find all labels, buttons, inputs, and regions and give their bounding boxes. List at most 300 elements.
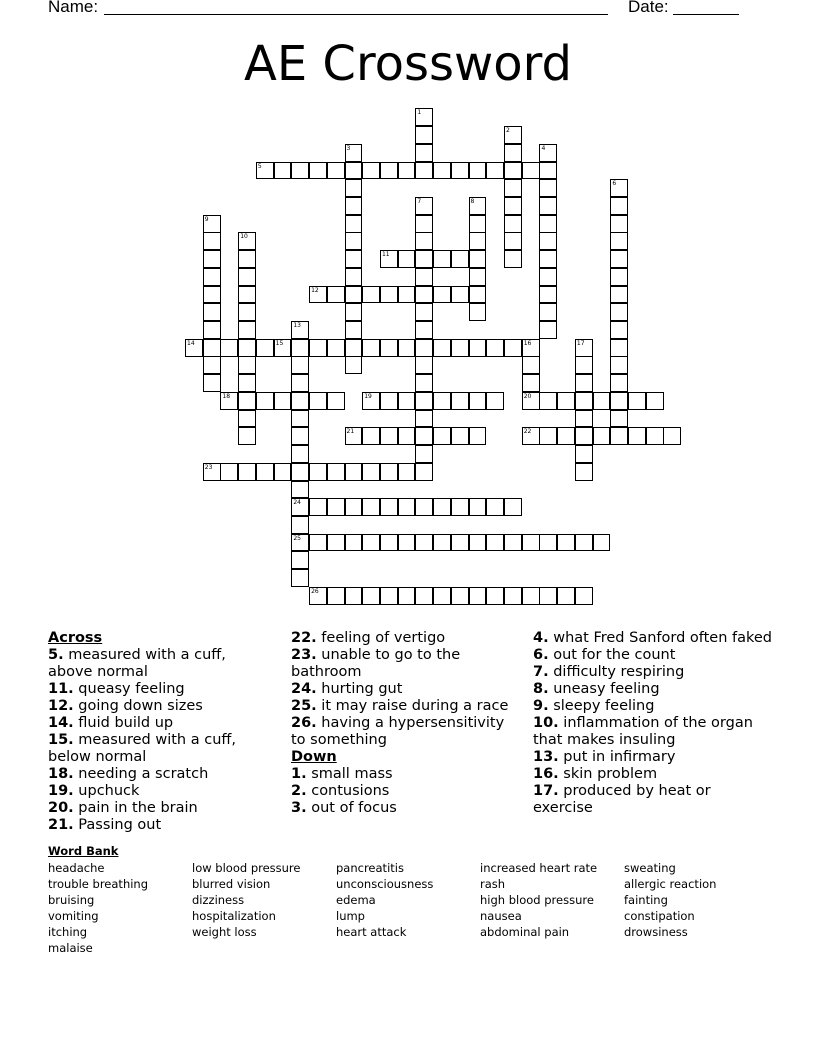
grid-cell[interactable] bbox=[539, 144, 557, 162]
grid-cell[interactable] bbox=[575, 587, 593, 605]
grid-cell[interactable] bbox=[345, 162, 363, 180]
grid-cell[interactable] bbox=[522, 374, 540, 392]
grid-cell[interactable] bbox=[593, 534, 611, 552]
grid-cell[interactable] bbox=[415, 427, 433, 445]
grid-cell[interactable] bbox=[291, 410, 309, 428]
clue-number: 11. bbox=[48, 680, 74, 697]
grid-cell[interactable] bbox=[451, 339, 469, 357]
clue-item bbox=[48, 681, 268, 698]
grid-cell[interactable] bbox=[327, 498, 345, 516]
grid-cell[interactable] bbox=[238, 321, 256, 339]
cell-number: 22 bbox=[523, 428, 532, 436]
word-bank-item: dizziness bbox=[192, 893, 245, 907]
grid-cell[interactable] bbox=[522, 162, 540, 180]
grid-cell[interactable] bbox=[451, 392, 469, 410]
grid-cell[interactable] bbox=[203, 286, 221, 304]
grid-cell[interactable] bbox=[256, 339, 274, 357]
cell-number: 7 bbox=[417, 198, 422, 205]
grid-cell[interactable] bbox=[203, 303, 221, 321]
grid-cell[interactable] bbox=[469, 286, 487, 304]
grid-cell[interactable] bbox=[469, 303, 487, 321]
grid-cell[interactable] bbox=[203, 374, 221, 392]
grid-cell[interactable] bbox=[203, 339, 221, 357]
grid-cell[interactable] bbox=[415, 587, 433, 605]
clue-item bbox=[48, 715, 268, 732]
grid-cell[interactable] bbox=[345, 179, 363, 197]
grid-cell[interactable] bbox=[539, 427, 557, 445]
clue-text: fluid build up bbox=[73, 714, 174, 731]
clue-number: 13. bbox=[533, 749, 559, 766]
grid-cell[interactable] bbox=[451, 427, 469, 445]
cell-number: 20 bbox=[523, 392, 532, 400]
grid-cell[interactable] bbox=[557, 392, 575, 410]
grid-cell[interactable] bbox=[238, 250, 256, 268]
grid-cell[interactable] bbox=[398, 286, 416, 304]
grid-cell[interactable] bbox=[398, 250, 416, 268]
clue-text: contusions bbox=[306, 782, 390, 799]
clue-number: 9. bbox=[533, 698, 549, 715]
grid-cell[interactable] bbox=[415, 162, 433, 180]
grid-cell[interactable] bbox=[522, 427, 540, 445]
grid-cell[interactable] bbox=[575, 427, 593, 445]
grid-cell[interactable] bbox=[380, 498, 398, 516]
grid-cell[interactable] bbox=[433, 498, 451, 516]
grid-cell[interactable] bbox=[469, 534, 487, 552]
across-clue-list-cont bbox=[291, 630, 516, 748]
grid-cell[interactable] bbox=[610, 303, 628, 321]
grid-cell[interactable] bbox=[486, 392, 504, 410]
grid-cell[interactable] bbox=[380, 162, 398, 180]
grid-cell[interactable] bbox=[327, 339, 345, 357]
grid-cell[interactable] bbox=[345, 250, 363, 268]
grid-cell[interactable] bbox=[610, 410, 628, 428]
grid-cell[interactable] bbox=[291, 534, 309, 552]
grid-cell[interactable] bbox=[291, 551, 309, 569]
grid-cell[interactable] bbox=[380, 463, 398, 481]
grid-cell[interactable] bbox=[415, 303, 433, 321]
grid-cell[interactable] bbox=[203, 250, 221, 268]
grid-cell[interactable] bbox=[486, 587, 504, 605]
clue-item bbox=[291, 630, 516, 647]
clue-text: Passing out bbox=[73, 816, 162, 833]
grid-cell[interactable] bbox=[504, 498, 522, 516]
grid-cell[interactable] bbox=[291, 516, 309, 534]
grid-cell[interactable] bbox=[539, 162, 557, 180]
grid-cell[interactable] bbox=[345, 321, 363, 339]
grid-cell[interactable] bbox=[309, 339, 327, 357]
grid-cell[interactable] bbox=[185, 339, 203, 357]
clue-number: 23. bbox=[291, 647, 317, 664]
grid-cell[interactable] bbox=[274, 392, 292, 410]
grid-cell[interactable] bbox=[309, 286, 327, 304]
word-bank-item: weight loss bbox=[192, 925, 257, 939]
grid-cell[interactable] bbox=[274, 162, 292, 180]
grid-cell[interactable] bbox=[469, 250, 487, 268]
word-bank-item: allergic reaction bbox=[624, 877, 717, 891]
grid-cell[interactable] bbox=[380, 286, 398, 304]
grid-cell[interactable] bbox=[220, 463, 238, 481]
grid-cell[interactable] bbox=[575, 356, 593, 374]
clue-number: 3. bbox=[291, 799, 307, 816]
clue-text: put in infirmary bbox=[558, 749, 676, 766]
clue-item bbox=[48, 698, 268, 715]
grid-cell[interactable] bbox=[522, 356, 540, 374]
word-bank-column bbox=[624, 860, 716, 940]
grid-cell[interactable] bbox=[203, 356, 221, 374]
grid-cell[interactable] bbox=[309, 498, 327, 516]
grid-cell[interactable] bbox=[504, 232, 522, 250]
grid-cell[interactable] bbox=[398, 392, 416, 410]
grid-cell[interactable] bbox=[238, 374, 256, 392]
grid-cell[interactable] bbox=[610, 339, 628, 357]
grid-cell[interactable] bbox=[362, 339, 380, 357]
grid-cell[interactable] bbox=[504, 144, 522, 162]
clue-number: 21. bbox=[48, 816, 74, 833]
clue-item bbox=[48, 783, 268, 800]
grid-cell[interactable] bbox=[646, 427, 664, 445]
grid-cell[interactable] bbox=[238, 392, 256, 410]
clue-number: 17. bbox=[533, 783, 559, 800]
grid-cell[interactable] bbox=[433, 162, 451, 180]
grid-cell[interactable] bbox=[398, 427, 416, 445]
grid-cell[interactable] bbox=[309, 534, 327, 552]
word-bank-item: increased heart rate bbox=[480, 861, 598, 875]
clue-item bbox=[48, 766, 268, 783]
grid-cell[interactable] bbox=[309, 162, 327, 180]
clue-number: 19. bbox=[48, 782, 74, 799]
grid-cell[interactable] bbox=[433, 286, 451, 304]
grid-cell[interactable] bbox=[415, 144, 433, 162]
cell-number: 25 bbox=[293, 534, 301, 542]
grid-cell[interactable] bbox=[291, 321, 309, 339]
grid-cell[interactable] bbox=[415, 286, 433, 304]
grid-cell[interactable] bbox=[362, 498, 380, 516]
grid-cell[interactable] bbox=[486, 498, 504, 516]
grid-cell[interactable] bbox=[327, 534, 345, 552]
grid-cell[interactable] bbox=[345, 427, 363, 445]
grid-cell[interactable] bbox=[238, 268, 256, 286]
grid-cell[interactable] bbox=[309, 463, 327, 481]
cell-number: 2 bbox=[506, 127, 510, 135]
grid-cell[interactable] bbox=[469, 232, 487, 250]
word-bank-item: sweating bbox=[624, 861, 676, 875]
grid-cell[interactable] bbox=[345, 498, 363, 516]
grid-cell[interactable] bbox=[415, 463, 433, 481]
grid-cell[interactable] bbox=[398, 534, 416, 552]
grid-cell[interactable] bbox=[610, 197, 628, 215]
grid-cell[interactable] bbox=[575, 410, 593, 428]
grid-cell[interactable] bbox=[433, 427, 451, 445]
grid-cell[interactable] bbox=[415, 392, 433, 410]
grid-cell[interactable] bbox=[610, 268, 628, 286]
grid-cell[interactable] bbox=[610, 321, 628, 339]
grid-cell[interactable] bbox=[469, 162, 487, 180]
grid-cell[interactable] bbox=[345, 356, 363, 374]
grid-cell[interactable] bbox=[486, 162, 504, 180]
grid-cell[interactable] bbox=[575, 445, 593, 463]
grid-cell[interactable] bbox=[469, 197, 487, 215]
grid-cell[interactable] bbox=[291, 569, 309, 587]
grid-cell[interactable] bbox=[539, 321, 557, 339]
grid-cell[interactable] bbox=[415, 215, 433, 233]
grid-cell[interactable] bbox=[291, 463, 309, 481]
grid-cell[interactable] bbox=[256, 463, 274, 481]
grid-cell[interactable] bbox=[220, 339, 238, 357]
grid-cell[interactable] bbox=[238, 356, 256, 374]
word-bank-item: drowsiness bbox=[624, 925, 688, 939]
grid-cell[interactable] bbox=[345, 339, 363, 357]
grid-cell[interactable] bbox=[610, 286, 628, 304]
grid-cell[interactable] bbox=[504, 179, 522, 197]
grid-cell[interactable] bbox=[380, 534, 398, 552]
cell-number: 13 bbox=[293, 322, 301, 330]
grid-cell[interactable] bbox=[539, 534, 557, 552]
grid-cell[interactable] bbox=[646, 392, 664, 410]
word-bank-item: pancreatitis bbox=[336, 861, 404, 875]
grid-cell[interactable] bbox=[593, 392, 611, 410]
grid-cell[interactable] bbox=[238, 463, 256, 481]
grid-cell[interactable] bbox=[469, 498, 487, 516]
grid-cell[interactable] bbox=[203, 268, 221, 286]
word-bank-item: bruising bbox=[48, 893, 95, 907]
grid-cell[interactable] bbox=[345, 197, 363, 215]
word-bank-item: edema bbox=[336, 893, 376, 907]
grid-cell[interactable] bbox=[291, 498, 309, 516]
grid-cell[interactable] bbox=[380, 427, 398, 445]
grid-cell[interactable] bbox=[539, 268, 557, 286]
grid-cell[interactable] bbox=[433, 587, 451, 605]
grid-cell[interactable] bbox=[451, 498, 469, 516]
grid-cell[interactable] bbox=[398, 339, 416, 357]
grid-cell[interactable] bbox=[415, 232, 433, 250]
grid-cell[interactable] bbox=[504, 162, 522, 180]
grid-cell[interactable] bbox=[415, 410, 433, 428]
grid-cell[interactable] bbox=[415, 321, 433, 339]
grid-cell[interactable] bbox=[345, 144, 363, 162]
grid-cell[interactable] bbox=[575, 374, 593, 392]
grid-cell[interactable] bbox=[291, 374, 309, 392]
grid-cell[interactable] bbox=[203, 321, 221, 339]
clue-text: measured with a cuff, below normal bbox=[48, 731, 236, 765]
grid-cell[interactable] bbox=[362, 534, 380, 552]
grid-cell[interactable] bbox=[610, 427, 628, 445]
grid-cell[interactable] bbox=[539, 197, 557, 215]
grid-cell[interactable] bbox=[398, 463, 416, 481]
grid-cell[interactable] bbox=[345, 232, 363, 250]
grid-cell[interactable] bbox=[433, 339, 451, 357]
grid-cell[interactable] bbox=[469, 339, 487, 357]
grid-cell[interactable] bbox=[415, 268, 433, 286]
grid-cell[interactable] bbox=[291, 427, 309, 445]
grid-cell[interactable] bbox=[380, 250, 398, 268]
grid-cell[interactable] bbox=[539, 232, 557, 250]
grid-cell[interactable] bbox=[238, 286, 256, 304]
clue-text: hurting gut bbox=[316, 680, 403, 697]
grid-cell[interactable] bbox=[539, 587, 557, 605]
grid-cell[interactable] bbox=[327, 286, 345, 304]
grid-cell[interactable] bbox=[362, 286, 380, 304]
grid-cell[interactable] bbox=[398, 498, 416, 516]
clue-text: it may raise during a race bbox=[316, 697, 509, 714]
grid-cell[interactable] bbox=[539, 215, 557, 233]
grid-cell[interactable] bbox=[345, 215, 363, 233]
grid-cell[interactable] bbox=[309, 587, 327, 605]
grid-cell[interactable] bbox=[415, 374, 433, 392]
cell-number: 10 bbox=[240, 233, 248, 241]
grid-cell[interactable] bbox=[291, 339, 309, 357]
grid-cell[interactable] bbox=[575, 392, 593, 410]
grid-cell[interactable] bbox=[327, 162, 345, 180]
grid-cell[interactable] bbox=[575, 463, 593, 481]
grid-cell[interactable] bbox=[203, 463, 221, 481]
grid-cell[interactable] bbox=[504, 339, 522, 357]
grid-cell[interactable] bbox=[238, 339, 256, 357]
grid-cell[interactable] bbox=[415, 126, 433, 144]
grid-cell[interactable] bbox=[610, 232, 628, 250]
grid-cell[interactable] bbox=[327, 463, 345, 481]
grid-cell[interactable] bbox=[327, 587, 345, 605]
grid-cell[interactable] bbox=[451, 162, 469, 180]
grid-cell[interactable] bbox=[504, 250, 522, 268]
grid-cell[interactable] bbox=[220, 392, 238, 410]
grid-cell[interactable] bbox=[203, 215, 221, 233]
grid-cell[interactable] bbox=[203, 232, 221, 250]
grid-cell[interactable] bbox=[415, 339, 433, 357]
grid-cell[interactable] bbox=[610, 215, 628, 233]
grid-cell[interactable] bbox=[451, 534, 469, 552]
grid-cell[interactable] bbox=[380, 392, 398, 410]
clue-text: out for the count bbox=[548, 647, 676, 664]
grid-cell[interactable] bbox=[433, 250, 451, 268]
grid-cell[interactable] bbox=[274, 339, 292, 357]
grid-cell[interactable] bbox=[469, 215, 487, 233]
grid-cell[interactable] bbox=[610, 179, 628, 197]
grid-cell[interactable] bbox=[469, 587, 487, 605]
grid-cell[interactable] bbox=[469, 427, 487, 445]
grid-cell[interactable] bbox=[415, 356, 433, 374]
grid-cell[interactable] bbox=[415, 108, 433, 126]
grid-cell[interactable] bbox=[557, 534, 575, 552]
grid-cell[interactable] bbox=[663, 427, 681, 445]
grid-cell[interactable] bbox=[504, 126, 522, 144]
grid-cell[interactable] bbox=[309, 392, 327, 410]
grid-cell[interactable] bbox=[345, 268, 363, 286]
grid-cell[interactable] bbox=[398, 587, 416, 605]
grid-cell[interactable] bbox=[327, 392, 345, 410]
grid-cell[interactable] bbox=[451, 250, 469, 268]
grid-cell[interactable] bbox=[415, 534, 433, 552]
grid-cell[interactable] bbox=[362, 162, 380, 180]
grid-cell[interactable] bbox=[362, 463, 380, 481]
word-bank-item: nausea bbox=[480, 909, 522, 923]
grid-cell[interactable] bbox=[539, 286, 557, 304]
grid-cell[interactable] bbox=[575, 339, 593, 357]
grid-cell[interactable] bbox=[291, 481, 309, 499]
grid-cell[interactable] bbox=[504, 534, 522, 552]
across-heading: Across bbox=[48, 630, 103, 646]
grid-cell[interactable] bbox=[362, 427, 380, 445]
grid-cell[interactable] bbox=[522, 339, 540, 357]
grid-cell[interactable] bbox=[415, 197, 433, 215]
grid-cell[interactable] bbox=[593, 427, 611, 445]
grid-cell[interactable] bbox=[345, 286, 363, 304]
grid-cell[interactable] bbox=[557, 587, 575, 605]
word-bank-title: Word Bank bbox=[48, 844, 119, 858]
grid-cell[interactable] bbox=[380, 339, 398, 357]
grid-cell[interactable] bbox=[256, 392, 274, 410]
cell-number: 4 bbox=[541, 144, 546, 152]
grid-cell[interactable] bbox=[433, 392, 451, 410]
clue-number: 7. bbox=[533, 664, 549, 681]
grid-cell[interactable] bbox=[362, 587, 380, 605]
grid-cell[interactable] bbox=[362, 392, 380, 410]
grid-cell[interactable] bbox=[539, 179, 557, 197]
grid-cell[interactable] bbox=[415, 445, 433, 463]
grid-cell[interactable] bbox=[415, 498, 433, 516]
clue-number: 12. bbox=[48, 697, 74, 714]
clue-number: 24. bbox=[291, 680, 317, 697]
grid-cell[interactable] bbox=[256, 162, 274, 180]
grid-cell[interactable] bbox=[469, 392, 487, 410]
clue-number: 26. bbox=[291, 714, 317, 731]
grid-cell[interactable] bbox=[345, 303, 363, 321]
word-bank-item: itching bbox=[48, 925, 88, 939]
grid-cell[interactable] bbox=[628, 427, 646, 445]
grid-cell[interactable] bbox=[433, 534, 451, 552]
grid-cell[interactable] bbox=[451, 286, 469, 304]
grid-cell[interactable] bbox=[575, 534, 593, 552]
grid-cell[interactable] bbox=[345, 534, 363, 552]
grid-cell[interactable] bbox=[398, 162, 416, 180]
grid-cell[interactable] bbox=[345, 587, 363, 605]
grid-cell[interactable] bbox=[522, 534, 540, 552]
grid-cell[interactable] bbox=[610, 392, 628, 410]
grid-cell[interactable] bbox=[238, 232, 256, 250]
cell-number: 1 bbox=[417, 109, 422, 117]
grid-cell[interactable] bbox=[539, 392, 557, 410]
grid-cell[interactable] bbox=[469, 268, 487, 286]
grid-cell[interactable] bbox=[451, 587, 469, 605]
grid-cell[interactable] bbox=[415, 250, 433, 268]
grid-cell[interactable] bbox=[539, 303, 557, 321]
grid-cell[interactable] bbox=[238, 410, 256, 428]
grid-cell[interactable] bbox=[504, 215, 522, 233]
grid-cell[interactable] bbox=[380, 587, 398, 605]
grid-cell[interactable] bbox=[504, 197, 522, 215]
grid-cell[interactable] bbox=[522, 392, 540, 410]
word-bank-item: vomiting bbox=[48, 909, 99, 923]
clue-item bbox=[533, 647, 773, 664]
grid-cell[interactable] bbox=[522, 587, 540, 605]
grid-cell[interactable] bbox=[238, 427, 256, 445]
grid-cell[interactable] bbox=[291, 392, 309, 410]
grid-cell[interactable] bbox=[238, 303, 256, 321]
grid-cell[interactable] bbox=[557, 427, 575, 445]
grid-cell[interactable] bbox=[628, 392, 646, 410]
grid-cell[interactable] bbox=[291, 356, 309, 374]
grid-cell[interactable] bbox=[345, 463, 363, 481]
grid-cell[interactable] bbox=[291, 445, 309, 463]
grid-cell[interactable] bbox=[291, 162, 309, 180]
grid-cell[interactable] bbox=[486, 339, 504, 357]
grid-cell[interactable] bbox=[504, 587, 522, 605]
grid-cell[interactable] bbox=[539, 250, 557, 268]
grid-cell[interactable] bbox=[610, 250, 628, 268]
grid-cell[interactable] bbox=[274, 463, 292, 481]
grid-cell[interactable] bbox=[486, 534, 504, 552]
grid-cell[interactable] bbox=[610, 356, 628, 374]
grid-cell[interactable] bbox=[610, 374, 628, 392]
